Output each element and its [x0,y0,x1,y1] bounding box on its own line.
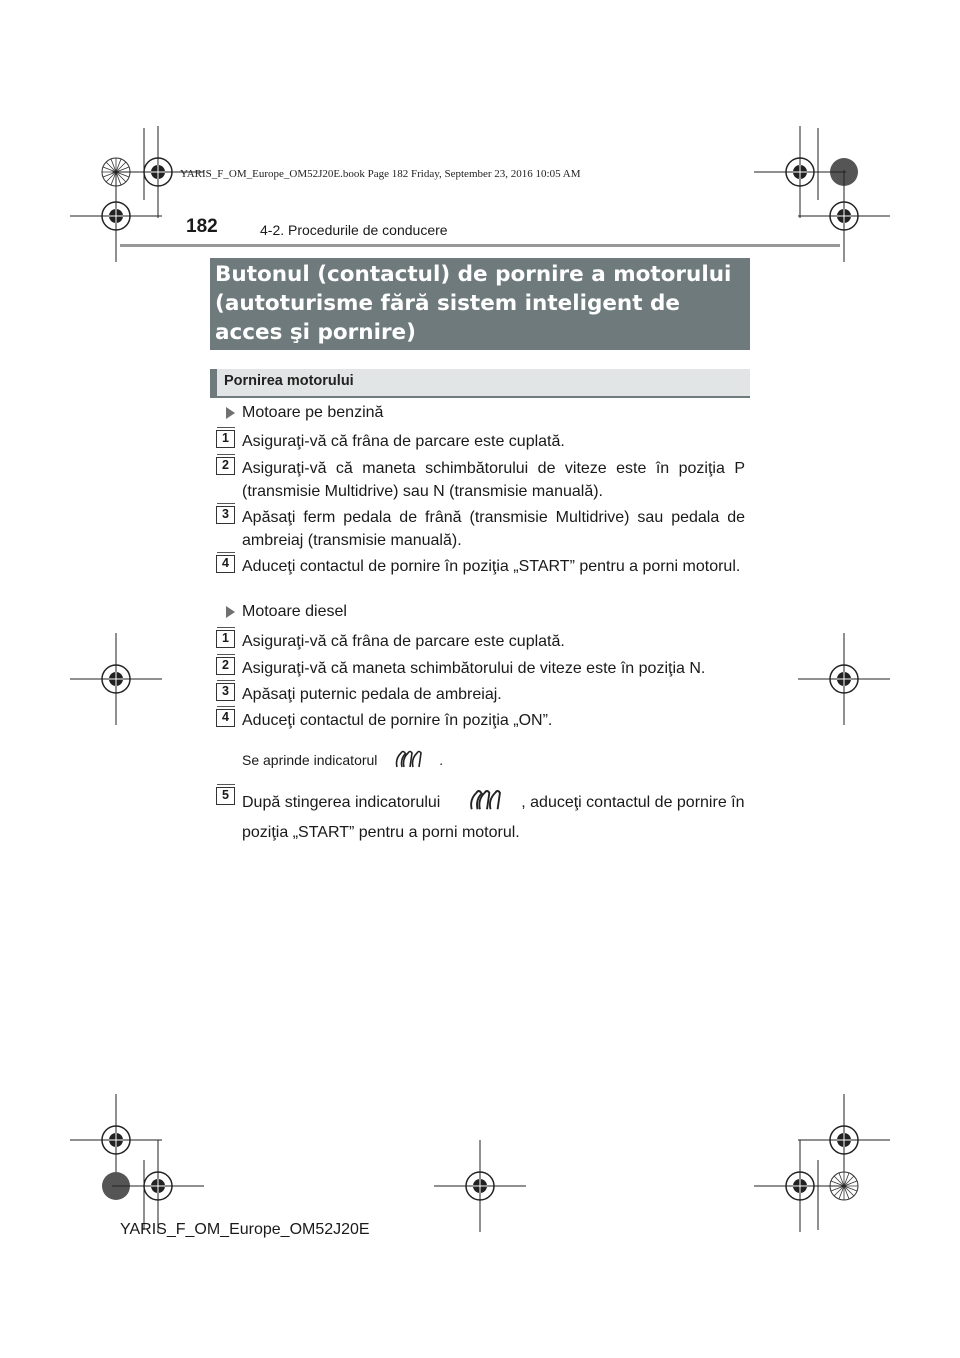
step-divider [217,503,235,504]
diesel-label: Motoare diesel [242,603,347,620]
diesel-step-4-number: 4 [216,709,235,727]
step-divider [217,627,235,628]
glow-plug-indicator-icon [467,787,507,815]
step-divider [217,552,235,553]
indicator-note-text: Se aprinde indicatorul [242,752,378,768]
diesel-step-5-line-2: poziţia „START” pentru a porni motorul. [242,824,520,841]
chapter-title-line-3: acces şi pornire) [215,320,416,345]
petrol-step-1-text: Asiguraţi-vă că frâna de parcare este cuplată. [242,433,565,450]
bullet-triangle-icon [226,407,235,419]
chapter-title [215,260,745,347]
indicator-note [242,749,443,771]
chapter-title-line-1: Butonul (contactul) de pornire a motorului [215,262,732,287]
step-divider [217,427,235,428]
footer-model-code: YARIS_F_OM_Europe_OM52J20E [120,1221,370,1238]
petrol-label: Motoare pe benzină [242,404,384,421]
petrol-step-1-number: 1 [216,430,235,448]
diesel-step-5-after: , aduceţi contactul de pornire în [521,794,745,811]
step-divider [217,784,235,785]
diesel-step-2-number: 2 [216,657,235,675]
diesel-step-1-text: Asiguraţi-vă că frâna de parcare este cuplată. [242,633,565,650]
diesel-step-3-text: Apăsaţi puternic pedala de ambreiaj. [242,686,502,703]
petrol-step-4-text: Aduceţi contactul de pornire în poziţia „START” pentru a porni motorul. [242,558,741,575]
step-divider [217,454,235,455]
petrol-step-3-number: 3 [216,506,235,524]
petrol-step-2-number: 2 [216,457,235,475]
diesel-step-2-text: Asiguraţi-vă că maneta schimbătorului de viteze este în poziţia N. [242,660,706,677]
subheading-box [210,369,750,398]
subheading: Pornirea motorului [224,373,354,389]
chapter-title-box [210,258,750,350]
subheading-bar [210,369,217,396]
diesel-step-5-number: 5 [216,787,235,805]
petrol-step-2-text: Asiguraţi-vă că maneta schimbătorului de viteze este în poziţia P (transmisie Multidrive) sau N (transmisie manuală). [242,460,745,500]
diesel-step-4-text: Aduceţi contactul de pornire în poziţia „ON”. [242,712,553,729]
book-file-info: YARIS_F_OM_Europe_OM52J20E.book Page 182 Friday, September 23, 2016 10:05 AM [180,168,581,180]
bullet-triangle-icon [226,606,235,618]
diesel-step-1-number: 1 [216,630,235,648]
chapter-title-line-2: (autoturisme fără sistem inteligent de [215,291,680,316]
header-rule [120,244,840,247]
step-divider [217,654,235,655]
petrol-step-3-text: Apăsaţi ferm pedala de frână (transmisie Multidrive) sau pedala de ambreiaj (transmisie manuală). [242,509,745,549]
page-number: 182 [186,216,218,237]
step-divider [217,680,235,681]
petrol-step-4-number: 4 [216,555,235,573]
diesel-step-5-text [242,787,745,848]
diesel-step-5-before: După stingerea indicatorului [242,794,441,811]
diesel-step-3-number: 3 [216,683,235,701]
glow-plug-indicator-icon [393,749,427,771]
indicator-note-end: . [439,752,444,768]
section-title: 4-2. Procedurile de conducere [260,222,448,238]
step-divider [217,706,235,707]
